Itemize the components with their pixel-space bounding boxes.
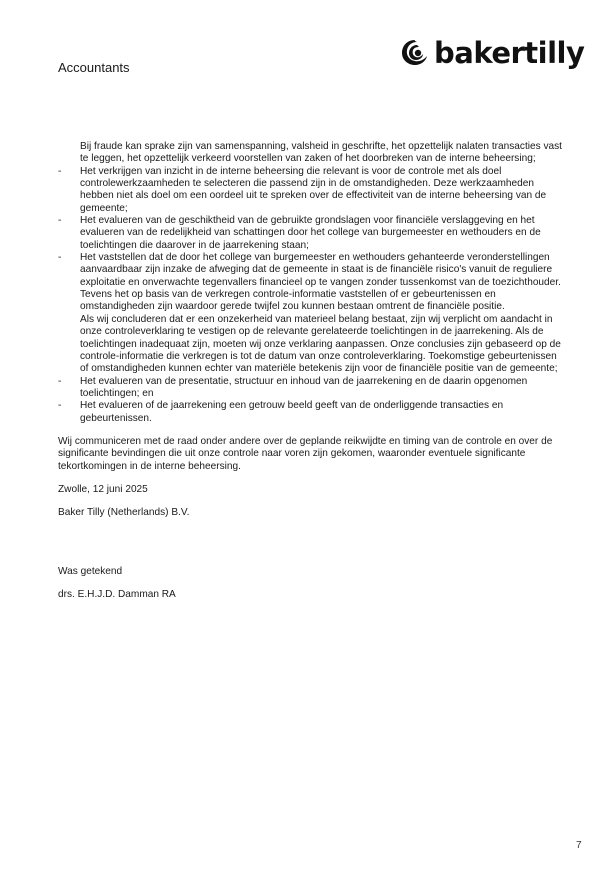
list-item [58, 215, 563, 252]
list-item-text: Het evalueren van de presentatie, structuur en inhoud van de jaarrekening en de daarin opgenomen toelichtingen; en [80, 375, 528, 399]
bullet-dash: - [58, 400, 62, 412]
signatory-name: drs. E.H.J.D. Damman RA [58, 588, 176, 600]
header-label: Accountants [58, 60, 130, 75]
swirl-logo-icon [400, 38, 430, 66]
place-date: Zwolle, 12 juni 2025 [58, 483, 148, 495]
bullet-dash: - [58, 252, 62, 264]
list-item-text: Het evalueren van de geschiktheid van de gebruikte grondslagen voor financiële verslaggeving en het evalueren van de redelijkheid van schattingen door het college van burgemeester en wethouders en de toelichtingen die daarover in de jaarrekening staan; [80, 215, 541, 251]
list-item [58, 400, 563, 425]
bullet-dash: - [58, 375, 62, 387]
list-item [58, 166, 563, 215]
document-body [58, 141, 563, 601]
bullet-dash: - [58, 165, 62, 177]
continuation-text: Bij fraude kan sprake zijn van samenspanning, valsheid in geschrifte, het opzettelijk nalaten transacties vast te leggen, het opzettelijk verkeerd voorstellen van zaken of het doorbreken van de interne beheersing; [80, 141, 562, 165]
signed-note: Was getekend [58, 565, 123, 577]
logo-wordmark: bakertilly [434, 36, 585, 70]
page-number: 7 [576, 840, 582, 851]
list-item-text: Het verkrijgen van inzicht in de interne beheersing die relevant is voor de controle met als doel controlewerkzaamheden te selecteren die passend zijn in de omstandigheden. Deze werkzaamheden hebben niet als doel om een oordeel uit te spreken over de effectiviteit van de interne beheersing van de gemeente; [80, 165, 547, 214]
list-item-extra-text: Als wij concluderen dat er een onzekerheid van materieel belang bestaat, zijn wij verplicht om aandacht in onze controleverklaring te vestigen op de relevante gerelateerde toelichtingen in de jaarrekening. Als de toelichtingen inadequaat zijn, moeten wij onze verklaring aanpassen. Onze conclusies zijn gebaseerd op de controle-informatie die verkregen is tot de datum van onze controleverklaring. Toekomstige gebeurtenissen of omstandigheden kunnen echter van materiële betekenis zijn voor de financiële positie van de gemeente; [80, 313, 561, 375]
list-item [58, 252, 563, 314]
bullet-dash: - [58, 215, 62, 227]
bakertilly-logo [400, 36, 585, 70]
continuation-paragraph [58, 141, 563, 166]
list-item [58, 376, 563, 401]
list-item-text: Het evalueren of de jaarrekening een getrouw beeld geeft van de onderliggende transacties en gebeurtenissen. [80, 400, 504, 424]
list-item-continuation [58, 314, 563, 376]
closing-paragraph: Wij communiceren met de raad onder andere over de geplande reikwijdte en timing van de controle en over de significante bevindingen die uit onze controle naar voren zijn gekomen, waaronder eventuele significante tekortkomingen in de interne beheersing. [58, 435, 553, 472]
firm-name: Baker Tilly (Netherlands) B.V. [58, 507, 190, 519]
list-item-text: Het vaststellen dat de door het college van burgemeester en wethouders gehanteerde veronderstellingen aanvaardbaar zijn inzake de afweging dat de gemeente in staat is de financiële risico's vanuit de reguliere exploitatie en onverwachte tegenvallers financieel op te vangen zonder tussenkomst van de toezichthouder. Tevens het op basis van de verkregen controle-informatie vaststellen of er gebeurtenissen en omstandigheden zijn waardoor gerede twijfel zou kunnen bestaan omtrent de financiële positie. [80, 252, 561, 313]
